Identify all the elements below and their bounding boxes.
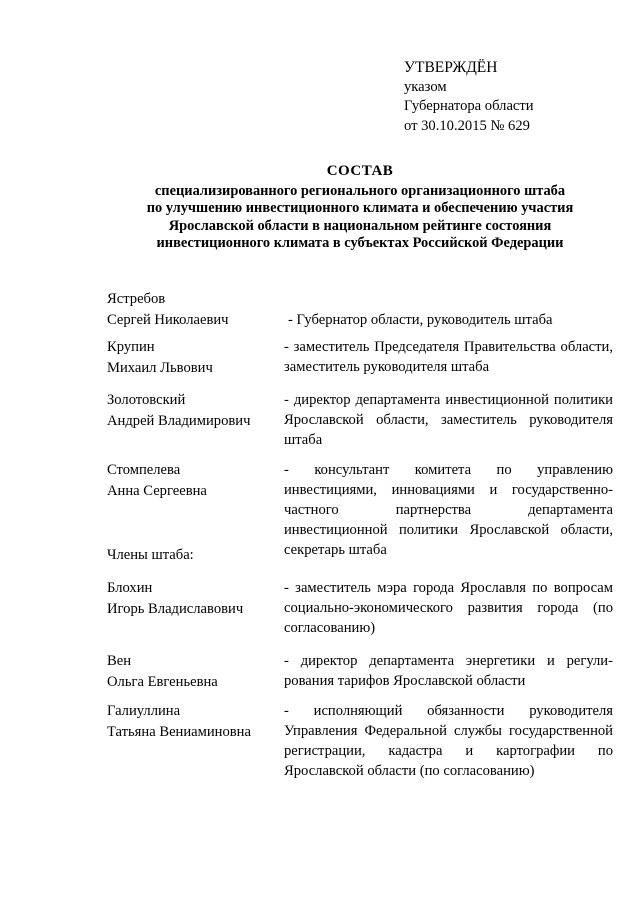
person-given-names: Игорь Владиславович: [107, 600, 244, 617]
person-given-names: Михаил Львович: [107, 359, 213, 376]
title-line: специализированного регионального организационного штаба: [154, 182, 566, 199]
person-name: [107, 337, 282, 378]
person-surname: Вен: [107, 653, 132, 669]
approval-decree: указом: [404, 78, 447, 95]
approval-issuer: Губернатора области: [404, 98, 534, 114]
person-given-names: Ольга Евгеньевна: [107, 673, 218, 690]
approval-stamp: [404, 58, 534, 136]
person-name: [107, 651, 282, 692]
person-name: [107, 390, 282, 431]
person-role: - заместитель мэра города Ярославля по вопросам социально-экономического развития города (по согласованию): [284, 580, 613, 636]
title-line: по улучшению инвестиционного климата и обеспечению участия: [146, 200, 574, 216]
person-name: [107, 460, 282, 501]
person-given-names: Сергей Николаевич: [107, 311, 229, 328]
approval-title: УТВЕРЖДЁН: [404, 59, 498, 76]
approval-date-number: от 30.10.2015 № 629: [404, 117, 530, 134]
person-surname: Золотовский: [107, 392, 186, 408]
person-role: - заместитель Председателя Правительства области, заместитель руководителя штаба: [284, 339, 613, 375]
members-heading: Члены штаба:: [107, 547, 194, 563]
person-role: - исполняющий обязанности руководителя Управления Федеральной службы государственной регистрации, кадастра и картографии по Ярославской области (по согласованию): [284, 703, 613, 779]
title-line: Ярославской области в национальном рейтинге состояния: [168, 217, 552, 234]
person-name: [107, 701, 282, 742]
title-line: инвестиционного климата в субъектах Российской Федерации: [156, 235, 564, 251]
person-name: [107, 578, 282, 619]
person-surname: Крупин: [107, 339, 155, 355]
title-main: СОСТАВ: [326, 163, 394, 179]
person-given-names: Татьяна Вениаминовна: [107, 723, 251, 740]
person-surname: Стомпелева: [107, 462, 181, 478]
document-title: [80, 163, 640, 253]
person-surname: Галиуллина: [107, 703, 181, 719]
person-given-names: Анна Сергеевна: [107, 482, 207, 499]
person-role: - директор департамента инвестиционной политики Ярославской области, заместитель руководителя штаба: [284, 392, 613, 448]
person-given-names: Андрей Владимирович: [107, 412, 251, 429]
person-surname: Ястребов: [107, 291, 166, 307]
person-surname: Блохин: [107, 580, 153, 596]
person-name: [107, 289, 282, 330]
person-role: - консультант комитета по управлению инвестициями, инновациями и государственно-частного партнерства департамента инвестиционной политики Ярославской области, секретарь штаба: [284, 462, 613, 558]
person-role: - директор департамента энергетики и регулирования тарифов Ярославской области: [284, 653, 613, 689]
person-role: - Губернатор области, руководитель штаба: [288, 311, 553, 328]
